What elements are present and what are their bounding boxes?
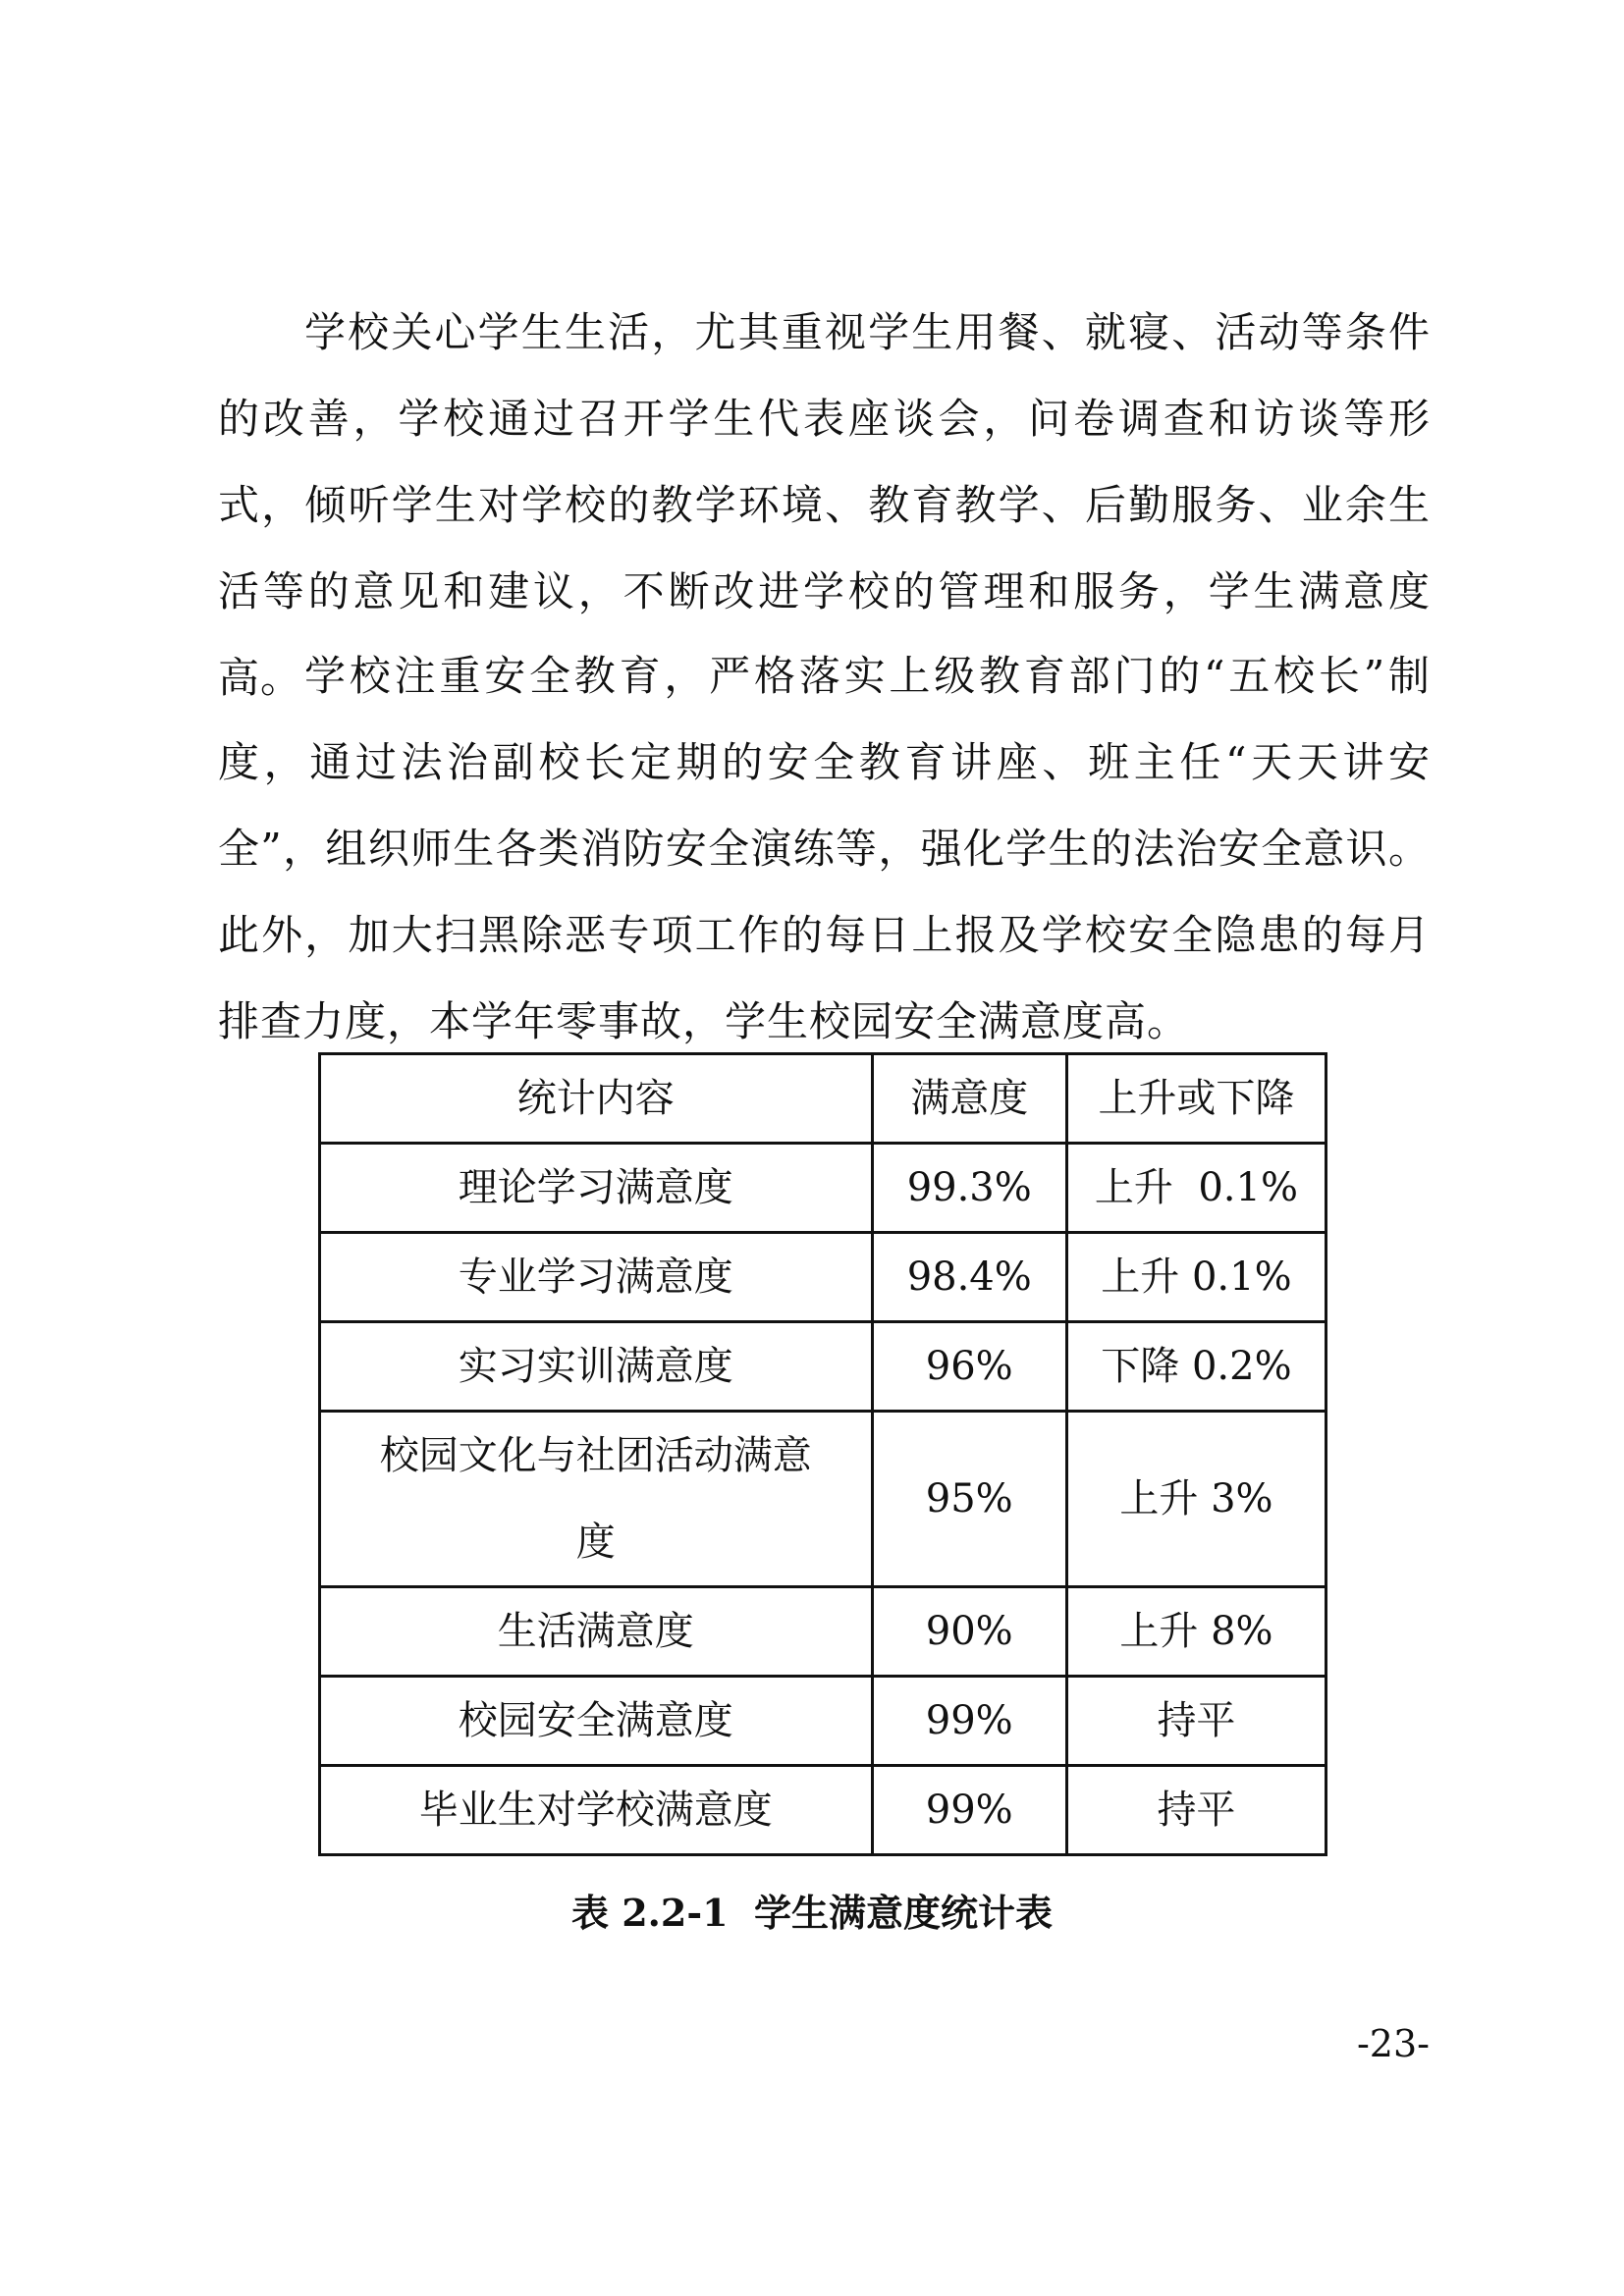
cell-satisfaction: 96% bbox=[872, 1322, 1066, 1412]
cell-satisfaction: 95% bbox=[872, 1412, 1066, 1587]
cell-change: 上升 8% bbox=[1066, 1587, 1326, 1677]
paragraph-safety-education: 学校注重安全教育，严格落实上级教育部门的“五校长”制度，通过法治副校长定期的安全教育讲座、班主任“天天讲安全”，组织师生各类消防安全演练等，强化学生的法治安全意识。此外，加大扫黑除恶专项工作的每日上报及学校安全隐患的每月排查力度，本学年零事故，学生校园安全满意度高。 bbox=[218, 652, 1431, 1045]
table-caption: 表 2.2-1 学生满意度统计表 bbox=[570, 1891, 1053, 1935]
table-row bbox=[320, 1233, 1326, 1322]
cell-item: 校园安全满意度 bbox=[320, 1677, 873, 1766]
paragraph-student-life: 学校关心学生生活，尤其重视学生用餐、就寝、活动等条件的改善，学校通过召开学生代表座谈会，问卷调查和访谈等形式，倾听学生对学校的教学环境、教育教学、后勤服务、业余生活等的意见和建议，不断改进学校的管理和服务，学生满意度高。 bbox=[218, 308, 1431, 702]
cell-change: 持平 bbox=[1066, 1677, 1326, 1766]
cell-item: 生活满意度 bbox=[320, 1587, 873, 1677]
cell-item: 理论学习满意度 bbox=[320, 1144, 873, 1233]
header-item: 统计内容 bbox=[320, 1054, 873, 1144]
cell-change: 持平 bbox=[1066, 1766, 1326, 1855]
table-row bbox=[320, 1766, 1326, 1855]
cell-item-line: 度 bbox=[575, 1520, 616, 1565]
satisfaction-table bbox=[318, 1052, 1327, 1856]
table-row bbox=[320, 1677, 1326, 1766]
cell-item: 专业学习满意度 bbox=[320, 1233, 873, 1322]
cell-satisfaction: 90% bbox=[872, 1587, 1066, 1677]
cell-change: 上升 0.1% bbox=[1066, 1233, 1326, 1322]
cell-item-multiline bbox=[320, 1412, 873, 1587]
cell-item: 实习实训满意度 bbox=[320, 1322, 873, 1412]
table-header-row bbox=[320, 1054, 1326, 1144]
cell-change: 上升 3% bbox=[1066, 1412, 1326, 1587]
cell-satisfaction: 99% bbox=[872, 1677, 1066, 1766]
cell-item-line: 校园文化与社团活动满意 bbox=[379, 1433, 812, 1478]
cell-change: 上升 0.1% bbox=[1066, 1144, 1326, 1233]
header-change: 上升或下降 bbox=[1066, 1054, 1326, 1144]
cell-satisfaction: 98.4% bbox=[872, 1233, 1066, 1322]
table-row bbox=[320, 1144, 1326, 1233]
table-row bbox=[320, 1587, 1326, 1677]
cell-satisfaction: 99% bbox=[872, 1766, 1066, 1855]
page-number: -23- bbox=[1356, 2022, 1430, 2065]
header-satisfaction: 满意度 bbox=[872, 1054, 1066, 1144]
cell-satisfaction: 99.3% bbox=[872, 1144, 1066, 1233]
cell-change: 下降 0.2% bbox=[1066, 1322, 1326, 1412]
cell-item: 毕业生对学校满意度 bbox=[320, 1766, 873, 1855]
table-row bbox=[320, 1412, 1326, 1587]
table-row bbox=[320, 1322, 1326, 1412]
